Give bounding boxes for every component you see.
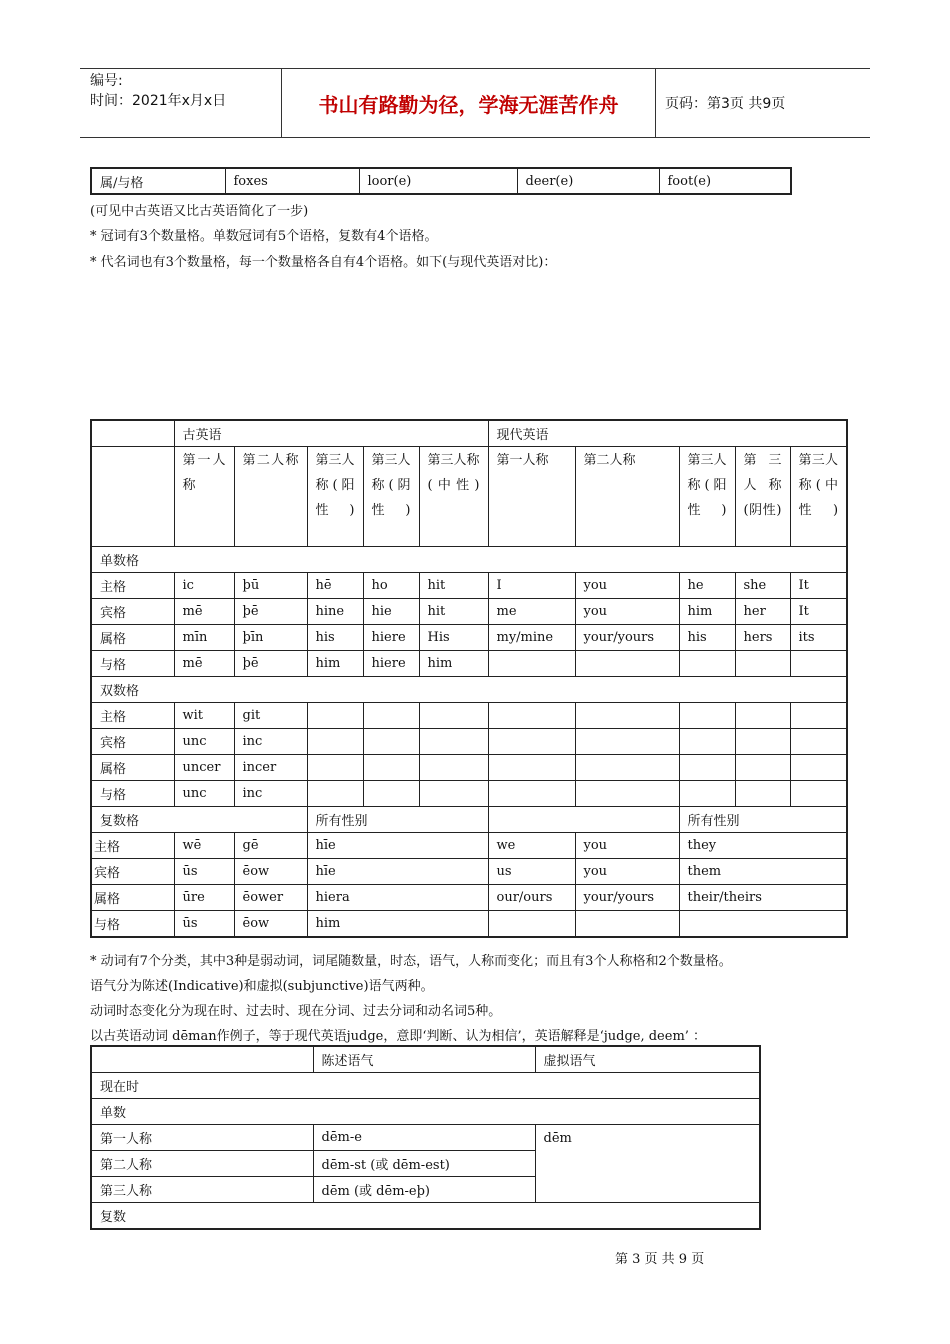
table-cell [363, 729, 419, 755]
table-cell [419, 755, 488, 781]
table-cell: unc [174, 781, 234, 807]
table-cell [790, 703, 847, 729]
table-row [91, 168, 791, 194]
table-cell [679, 703, 735, 729]
table-cell [363, 781, 419, 807]
table-cell: git [234, 703, 307, 729]
plural-label: 复数 [91, 1203, 760, 1230]
table-cell: 属格 [91, 755, 174, 781]
table-cell: hīe [307, 833, 488, 859]
table-cell [679, 781, 735, 807]
table-cell [91, 1046, 313, 1073]
table-cell: uncer [174, 755, 234, 781]
table-cell: 与格 [91, 781, 174, 807]
header-page-info: 页码：第3页 共9页 [665, 96, 786, 112]
table-cell [307, 755, 363, 781]
table-row [91, 547, 847, 573]
table-cell: its [790, 625, 847, 651]
person-header: 第三人称(阳性) [307, 447, 363, 547]
person-header: 第三人称(阴性) [363, 447, 419, 547]
table-cell: His [419, 625, 488, 651]
table-cell: you [575, 599, 679, 625]
table-row [91, 625, 847, 651]
table-cell: It [790, 573, 847, 599]
table-cell [735, 755, 790, 781]
table-cell: hiere [363, 625, 419, 651]
table-cell [575, 755, 679, 781]
table-cell: hiere [363, 651, 419, 677]
table-cell: him [419, 651, 488, 677]
table-cell: I [488, 573, 575, 599]
table-cell [575, 651, 679, 677]
table-row [91, 729, 847, 755]
table-cell: foot(e) [659, 168, 791, 194]
table-cell: his [307, 625, 363, 651]
table-cell: It [790, 599, 847, 625]
table-cell [575, 781, 679, 807]
table-cell [679, 729, 735, 755]
table-cell: him [307, 911, 488, 938]
table-cell: 主格 [91, 703, 174, 729]
old-english-header: 古英语 [174, 420, 488, 447]
table-cell [679, 651, 735, 677]
table-cell: inc [234, 781, 307, 807]
singular-section-label: 单数格 [91, 547, 847, 573]
note-line: (可见中古英语又比古英语简化了一步) [90, 204, 309, 219]
table-cell: them [679, 859, 847, 885]
table-cell: hit [419, 599, 488, 625]
person-header: 第一人称 [174, 447, 234, 547]
all-genders-old: 所有性别 [307, 807, 488, 833]
table-cell [488, 911, 575, 938]
number-label: 编号: [90, 73, 123, 89]
table-row [91, 859, 847, 885]
table-row [91, 703, 847, 729]
table-cell: us [488, 859, 575, 885]
table-cell: ūs [174, 911, 234, 938]
person-header: 第三人称(阳性) [679, 447, 735, 547]
table-cell: hine [307, 599, 363, 625]
person-header: 第二人称 [234, 447, 307, 547]
table-cell: ic [174, 573, 234, 599]
table-cell: our/ours [488, 885, 575, 911]
table-cell [488, 651, 575, 677]
table-cell: ho [363, 573, 419, 599]
table-cell: þē [234, 599, 307, 625]
table-cell [679, 911, 847, 938]
verb-line: 以古英语动词 dēman作例子，等于现代英语judge，意即‘判断、认为相信’，英语解释是‘judge, deem’ ： [90, 1029, 707, 1044]
all-genders-modern: 所有性别 [679, 807, 847, 833]
table-cell [307, 729, 363, 755]
table-cell [91, 420, 174, 447]
time-label: 时间：2021年x月x日 [90, 93, 227, 109]
plural-section-label: 复数格 [91, 807, 307, 833]
table-cell: me [488, 599, 575, 625]
table-cell: 属格 [91, 625, 174, 651]
table-cell: their/theirs [679, 885, 847, 911]
table-cell [488, 807, 679, 833]
pronoun-table [90, 419, 848, 938]
plural-rows [91, 833, 847, 938]
table-cell: 宾格 [91, 859, 174, 885]
table-cell: dēm-st (或 dēm-est) [313, 1151, 535, 1177]
table-cell [91, 447, 174, 547]
verb-line: 动词时态变化分为现在时、过去时、现在分词、过去分词和动名词5种。 [90, 1004, 502, 1019]
table-cell: ūre [174, 885, 234, 911]
table-cell: foxes [225, 168, 359, 194]
table-cell [735, 651, 790, 677]
table-cell [790, 755, 847, 781]
modern-english-header: 现代英语 [488, 420, 847, 447]
table-cell [307, 781, 363, 807]
table-cell: dēm (或 dēm-eþ) [313, 1177, 535, 1203]
header-motto: 书山有路勤为径，学海无涯苦作舟 [282, 69, 656, 137]
table-cell: ēow [234, 911, 307, 938]
table-cell [790, 651, 847, 677]
table-row [91, 420, 847, 447]
table-cell [307, 703, 363, 729]
table-cell [735, 781, 790, 807]
table-cell: hīe [307, 859, 488, 885]
person-header: 第一人称 [488, 447, 575, 547]
table-cell: þīn [234, 625, 307, 651]
indicative-header: 陈述语气 [313, 1046, 535, 1073]
table-cell [488, 755, 575, 781]
verb-line: 语气分为陈述(Indicative)和虚拟(subjunctive)语气两种。 [90, 979, 434, 994]
table-cell: ēower [234, 885, 307, 911]
table-cell: wē [174, 833, 234, 859]
table-cell [575, 911, 679, 938]
table-cell: 与格 [91, 911, 174, 938]
table-row [91, 599, 847, 625]
table-cell: he [679, 573, 735, 599]
table-row [91, 781, 847, 807]
table-cell [488, 703, 575, 729]
table-row [91, 677, 847, 703]
table-cell [790, 729, 847, 755]
table-cell: you [575, 833, 679, 859]
table-cell: deer(e) [517, 168, 659, 194]
table-cell: hē [307, 573, 363, 599]
table-cell: his [679, 625, 735, 651]
person-header: 第三人称(中性) [419, 447, 488, 547]
table-cell: hers [735, 625, 790, 651]
present-tense-label: 现在时 [91, 1073, 760, 1099]
table-cell [419, 703, 488, 729]
table-cell: 宾格 [91, 729, 174, 755]
table-cell [679, 755, 735, 781]
genitive-dative-table [90, 167, 792, 195]
verb-table [90, 1045, 761, 1230]
table-row [91, 911, 847, 938]
table-cell [363, 703, 419, 729]
table-row [91, 1073, 760, 1099]
table-cell [790, 781, 847, 807]
bullet-line: * 代名词也有3个数量格，每一个数量格各自有4个语格。如下(与现代英语对比)： [90, 255, 557, 270]
table-cell: ēow [234, 859, 307, 885]
person-header: 第三人称(中性) [790, 447, 847, 547]
table-cell: 属格 [91, 885, 174, 911]
bullet-line: * 冠词有3个数量格。单数冠词有5个语格，复数有4个语格。 [90, 229, 438, 244]
table-row [91, 573, 847, 599]
table-cell: mē [174, 651, 234, 677]
table-cell: him [679, 599, 735, 625]
table-cell: hie [363, 599, 419, 625]
table-cell [575, 703, 679, 729]
table-cell: loor(e) [359, 168, 517, 194]
dual-rows [91, 703, 847, 807]
table-cell: dēm-e [313, 1125, 535, 1151]
page-header [80, 68, 870, 138]
table-cell: 与格 [91, 651, 174, 677]
table-cell: they [679, 833, 847, 859]
person-header: 第三人称(阴性) [735, 447, 790, 547]
table-row [91, 885, 847, 911]
dual-section-label: 双数格 [91, 677, 847, 703]
table-cell [575, 729, 679, 755]
table-cell [488, 781, 575, 807]
table-cell: inc [234, 729, 307, 755]
table-cell: þē [234, 651, 307, 677]
table-row [91, 1046, 760, 1073]
table-cell [735, 703, 790, 729]
table-cell: 属/与格 [91, 168, 225, 194]
table-row [91, 807, 847, 833]
table-cell: þū [234, 573, 307, 599]
table-cell: 第二人称 [91, 1151, 313, 1177]
table-cell: ūs [174, 859, 234, 885]
table-row [91, 1099, 760, 1125]
table-cell [419, 781, 488, 807]
table-cell: 主格 [91, 833, 174, 859]
table-cell: you [575, 859, 679, 885]
verb-line: * 动词有7个分类，其中3种是弱动词，词尾随数量，时态，语气，人称而变化；而且有3个人称格和2个数量格。 [90, 954, 732, 969]
table-cell [419, 729, 488, 755]
table-cell: 第一人称 [91, 1125, 313, 1151]
table-cell: hit [419, 573, 488, 599]
table-cell: mīn [174, 625, 234, 651]
table-cell: my/mine [488, 625, 575, 651]
table-cell: we [488, 833, 575, 859]
table-cell: mē [174, 599, 234, 625]
table-cell: unc [174, 729, 234, 755]
table-cell: wit [174, 703, 234, 729]
table-row [91, 755, 847, 781]
table-cell: 宾格 [91, 599, 174, 625]
table-cell: you [575, 573, 679, 599]
table-cell: incer [234, 755, 307, 781]
table-cell: your/yours [575, 625, 679, 651]
table-row [91, 1125, 760, 1151]
table-cell: him [307, 651, 363, 677]
table-row [91, 1203, 760, 1230]
table-cell [735, 729, 790, 755]
table-cell: your/yours [575, 885, 679, 911]
table-cell: 第三人称 [91, 1177, 313, 1203]
table-cell: 主格 [91, 573, 174, 599]
table-row [91, 447, 847, 547]
table-cell [488, 729, 575, 755]
table-cell: she [735, 573, 790, 599]
singular-rows [91, 573, 847, 677]
table-row [91, 833, 847, 859]
header-meta [80, 69, 282, 137]
person-header: 第二人称 [575, 447, 679, 547]
table-cell: gē [234, 833, 307, 859]
subjunctive-value: dēm [535, 1125, 760, 1203]
table-cell: hiera [307, 885, 488, 911]
subjunctive-header: 虚拟语气 [535, 1046, 760, 1073]
table-cell [363, 755, 419, 781]
table-cell: her [735, 599, 790, 625]
singular-label: 单数 [91, 1099, 760, 1125]
table-row [91, 651, 847, 677]
page-footer: 第 3 页 共 9 页 [615, 1252, 705, 1267]
